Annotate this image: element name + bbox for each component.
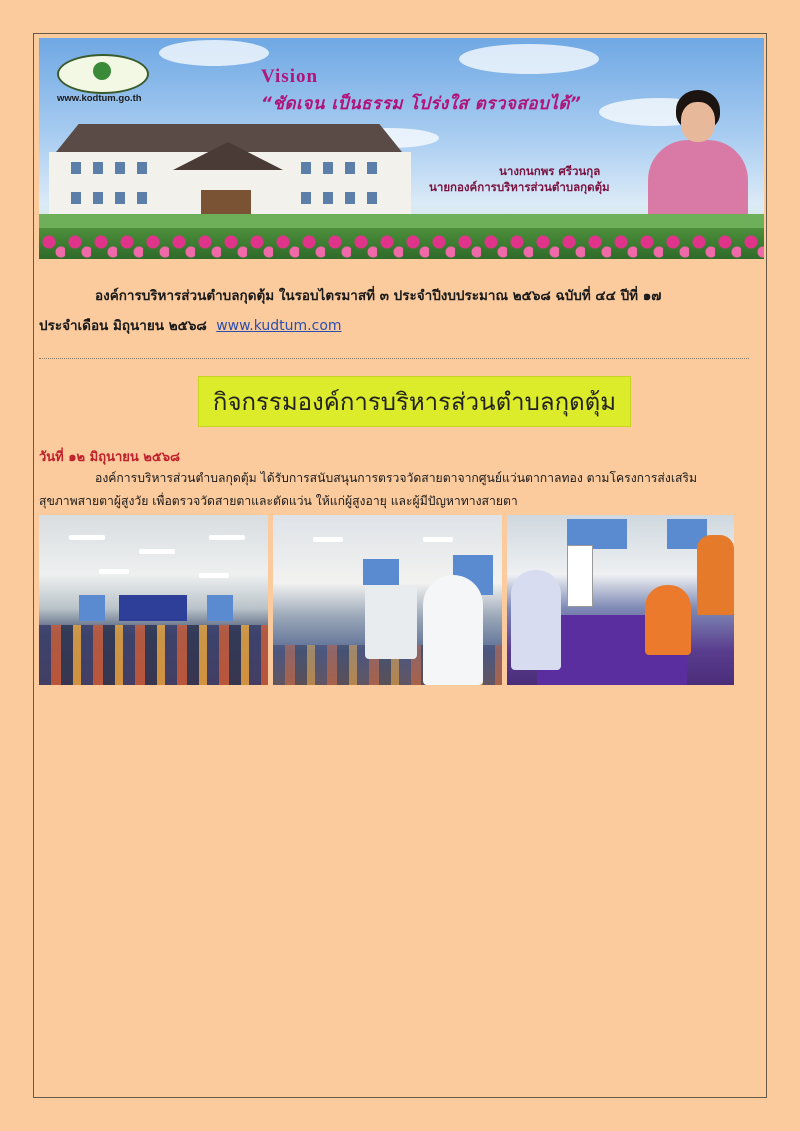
vision-heading: Vision: [261, 66, 319, 87]
vision-banner: [39, 38, 764, 259]
office-building-image: [41, 112, 417, 222]
dotted-divider: [39, 358, 749, 359]
activity-photo-hall: [39, 515, 268, 685]
header-line-1: องค์การบริหารส่วนตำบลกุดตุ้ม ในรอบไตรมาสที่ ๓ ประจำปีงบประมาณ ๒๕๖๘ ฉบับที่ ๔๔ ปีที่ ๑๗: [95, 288, 662, 304]
vision-motto: “ชัดเจน เป็นธรรม โปร่งใส ตรวจสอบได้”: [261, 94, 582, 114]
official-title: นายกองค์การบริหารส่วนตำบลกุดตุ้ม: [429, 180, 610, 194]
newsletter-header: [39, 281, 759, 341]
activity-description: [39, 467, 751, 513]
section-title-box: [198, 376, 631, 427]
section-title: กิจกรรมองค์การบริหารส่วนตำบลกุดตุ้ม: [212, 388, 617, 416]
official-name: นางกนกพร ศรีวนกุล: [499, 164, 601, 178]
flower-field: [39, 228, 764, 259]
activity-date: วันที่ ๑๒ มิถุนายน ๒๕๖๘: [39, 450, 180, 465]
activity-line-1: องค์การบริหารส่วนตำบลกุดตุ้ม ได้รับการสนับสนุนการตรวจวัดสายตาจากศูนย์แว่นตากาลทอง ตามโครงการส่งเสริม: [95, 471, 698, 485]
activity-line-2: สุขภาพสายตาผู้สูงวัย เพื่อตรวจวัดสายตาและตัดแว่น ให้แก่ผู้สูงอายุ และผู้มีปัญหาทางสายตา: [39, 494, 518, 508]
organization-logo: [57, 54, 149, 94]
activity-photo-eye-exam: [273, 515, 502, 685]
logo-url-text: www.kodtum.go.th: [57, 93, 142, 104]
website-link[interactable]: www.kudtum.com: [216, 318, 342, 334]
activity-photo-vision-test: [507, 515, 734, 685]
header-line-2: ประจำเดือน มิถุนายน ๒๕๖๘: [39, 318, 207, 334]
